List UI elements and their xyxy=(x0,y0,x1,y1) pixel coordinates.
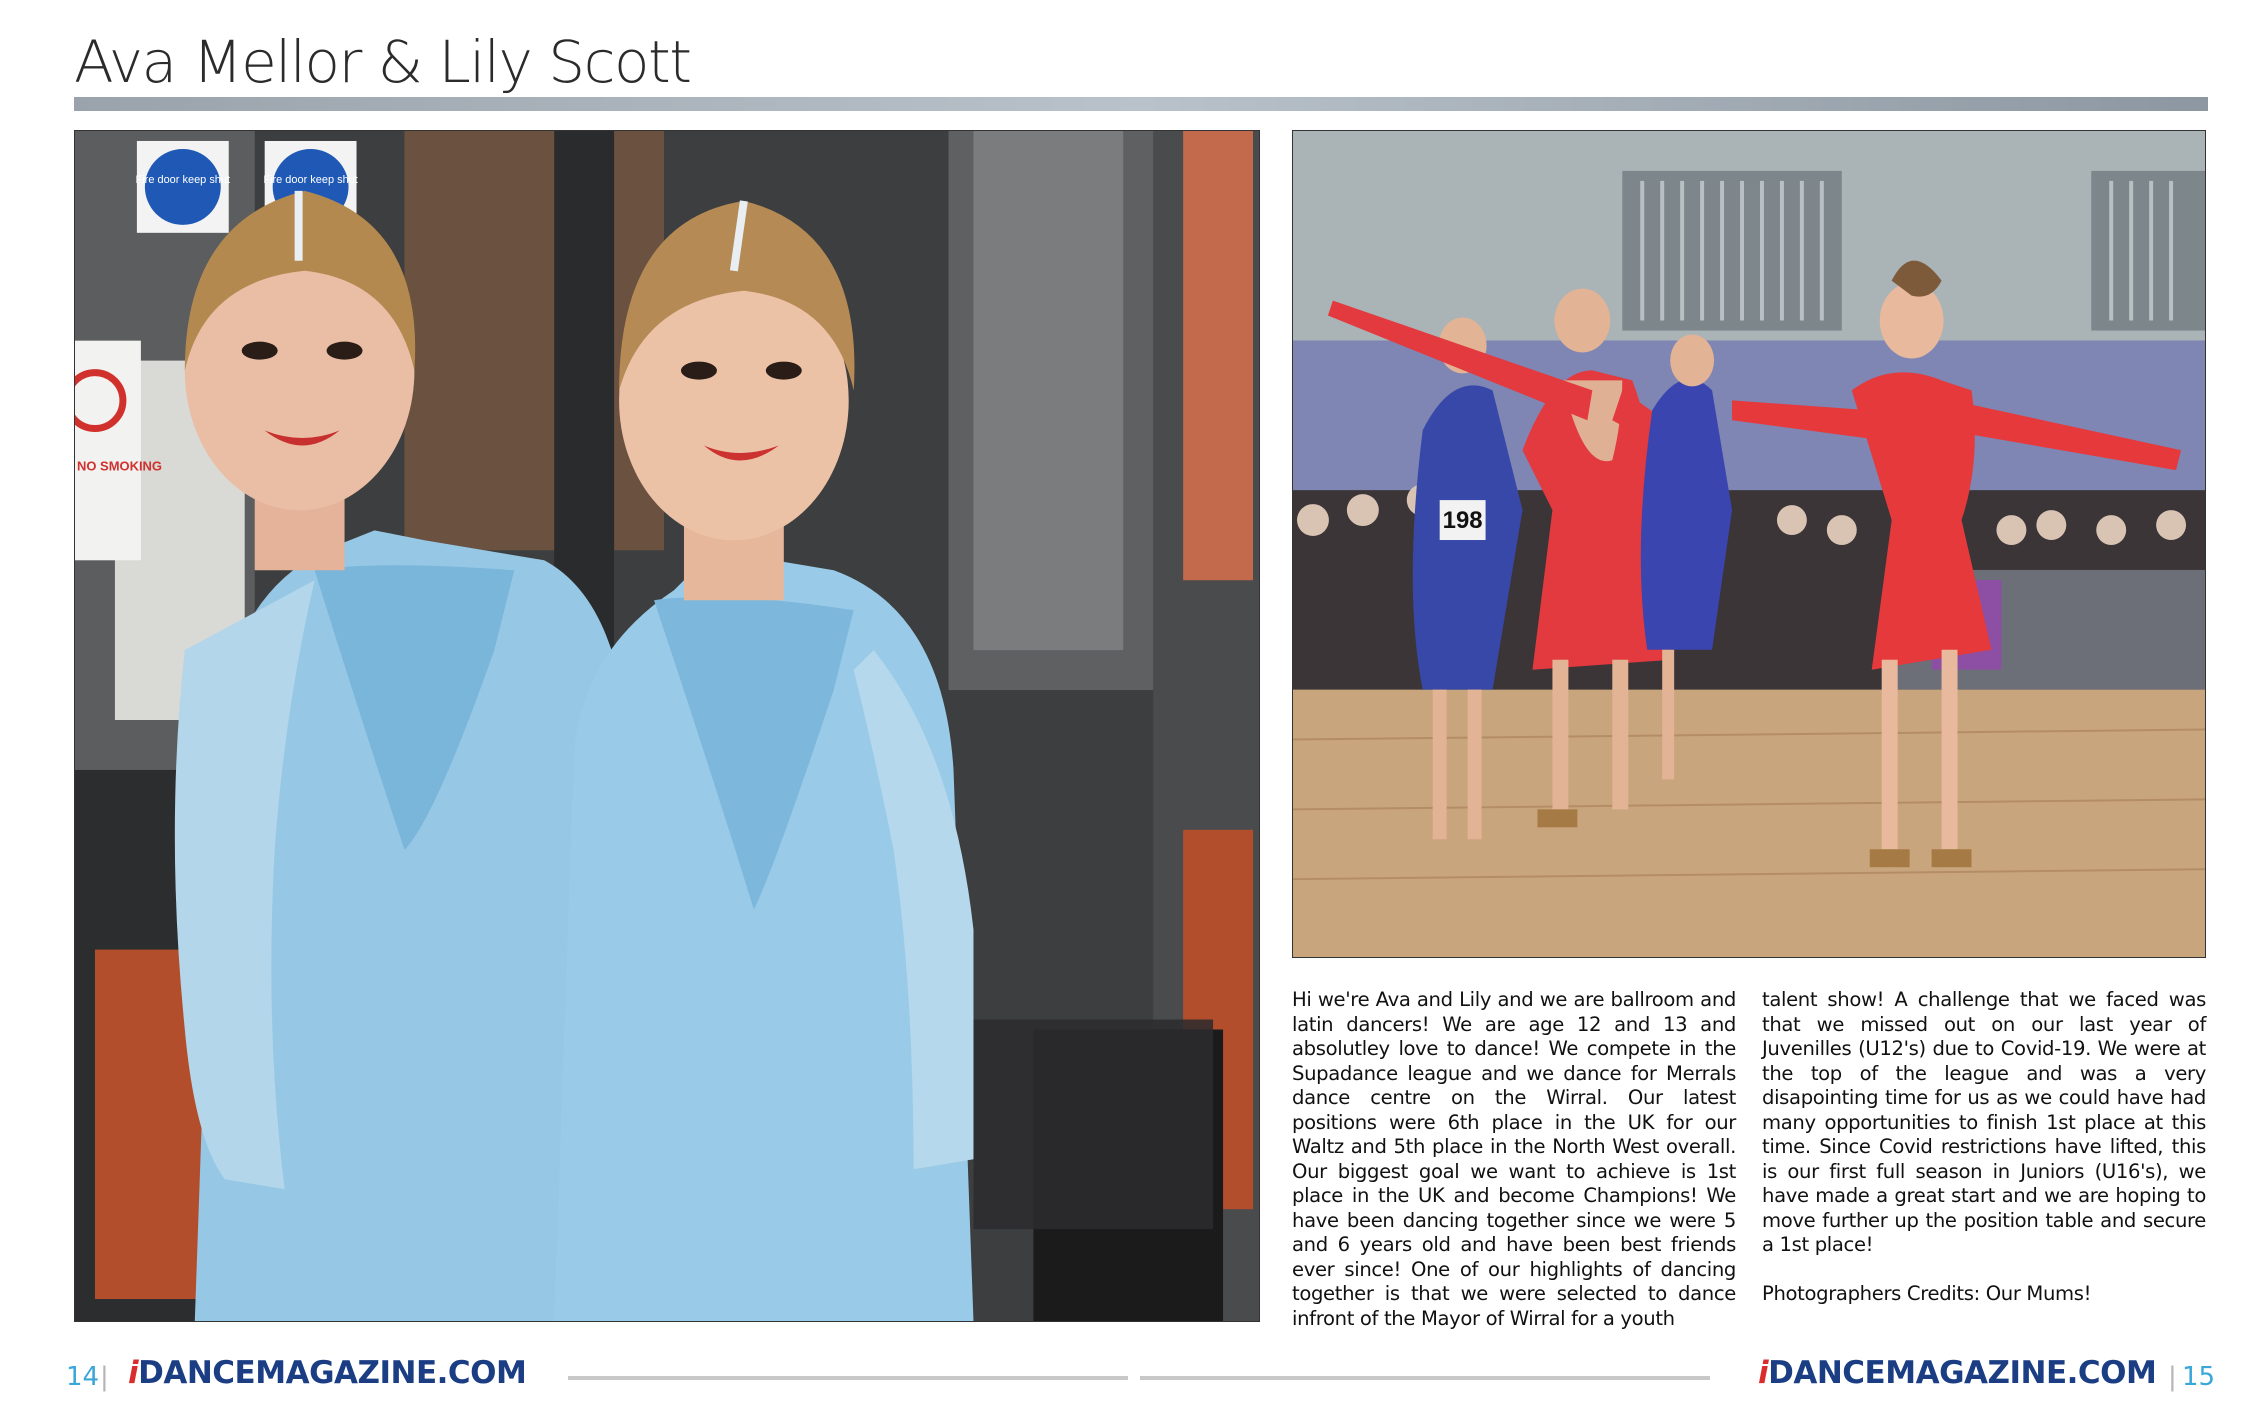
brand-i: i xyxy=(1758,1355,1769,1391)
brand-logo-left[interactable] xyxy=(128,1355,526,1391)
dancers-portrait-photo xyxy=(74,130,1260,1322)
right-page-number: 15 xyxy=(2182,1362,2216,1392)
title-divider xyxy=(74,97,2208,111)
page-separator: | xyxy=(100,1362,109,1392)
footer-divider-left xyxy=(568,1376,1128,1380)
left-page-number: 14 xyxy=(66,1362,100,1392)
article-paragraph: Hi we're Ava and Lily and we are ballroom and latin dancers! We are age 12 and 13 and absolutley love to dance! We compete in the Supadance league and we dance for Merrals dance centre on the Wirral. Our latest positions were 6th place in the UK for our Waltz and 5th place in the North West overall. Our biggest goal we want to achieve is 1st place in the UK and become Champions! We have been dancing together since we were 5 and 6 years old and have been best friends ever since! One of our highlights of dancing together is that we were selected to dance infront of the Mayor of Wirral for a youth xyxy=(1292,988,1736,1330)
page-separator: | xyxy=(2168,1362,2177,1392)
no-smoking-sign-text: NO SMOKING xyxy=(76,458,163,474)
article-column-2 xyxy=(1762,988,2206,1324)
article-body xyxy=(1292,988,2206,1330)
photo-credits: Photographers Credits: Our Mums! xyxy=(1762,1281,2092,1305)
brand-text: DANCEMAGAZINE.COM xyxy=(138,1355,527,1391)
competitor-number: 198 xyxy=(1442,507,1483,535)
fire-door-sign-text: Fire door keep shut xyxy=(135,173,231,186)
page-title: Ava Mellor & Lily Scott xyxy=(74,28,691,96)
fire-door-sign-text: Fire door keep shut xyxy=(263,173,358,186)
footer-divider-right xyxy=(1140,1376,1710,1380)
competition-dance-photo xyxy=(1292,130,2206,958)
article-column-1 xyxy=(1292,988,1736,1330)
brand-logo-right[interactable] xyxy=(1758,1355,2156,1391)
article-paragraph: talent show! A challenge that we faced was that we missed out on our last year of Juvenilles (U12's) due to Covid-19. We were at the top of the league and was a very disapointing time for us as we could have had many opportunities to finish 1st place at this time. Since Covid restrictions have lifted, this is our first full season in Juniors (U16's), we have made a great start and we are hoping to move further up the position table and secure a 1st place! xyxy=(1762,988,2206,1256)
brand-text: DANCEMAGAZINE.COM xyxy=(1768,1355,2157,1391)
brand-i: i xyxy=(128,1355,139,1391)
